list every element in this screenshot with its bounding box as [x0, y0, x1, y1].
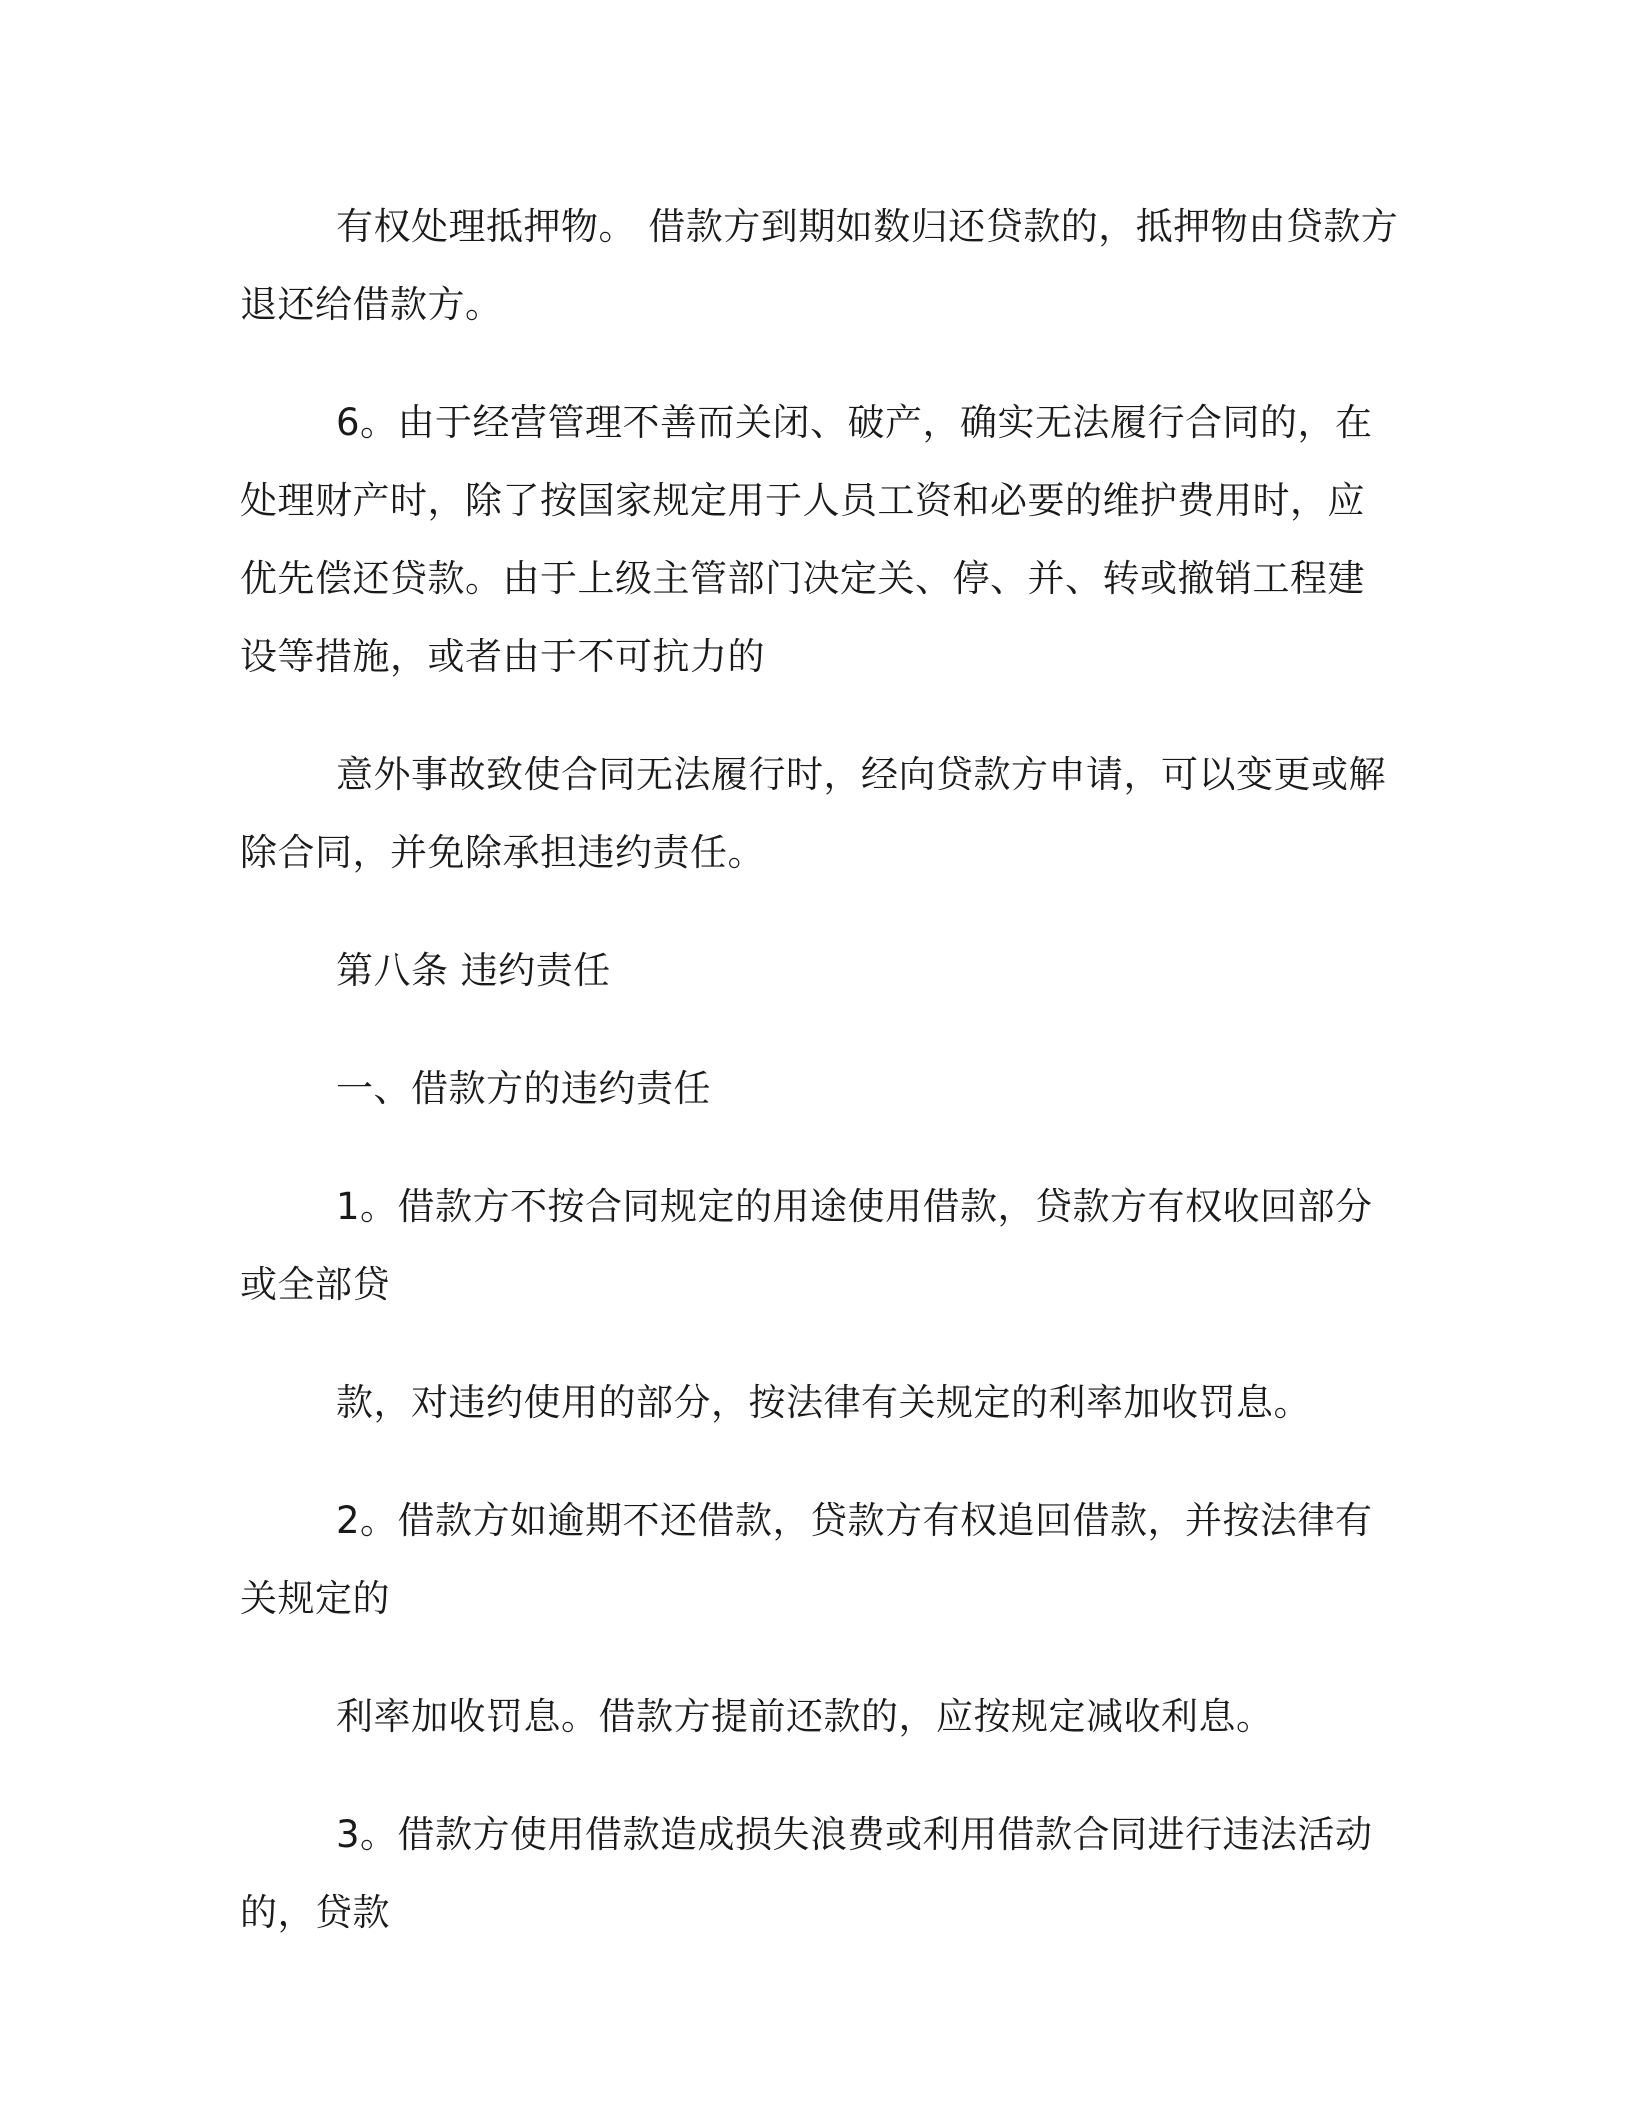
paragraph-line: 款，对违约使用的部分，按法律有关规定的利率加收罚息。 — [336, 1381, 1311, 1424]
paragraph-line: 关规定的 — [240, 1577, 390, 1620]
paragraph-line: 1。借款方不按合同规定的用途使用借款，贷款方有权收回部分 — [336, 1185, 1373, 1228]
paragraph-force-majeure — [240, 736, 1390, 892]
paragraph-line: 意外事故致使合同无法履行时，经向贷款方申请，可以变更或解 — [336, 753, 1386, 796]
paragraph-item-2-overdue — [240, 1482, 1390, 1638]
section-1-heading — [240, 1050, 1390, 1128]
paragraph-line: 2。借款方如逾期不还借款，贷款方有权追回借款，并按法律有 — [336, 1499, 1373, 1542]
paragraph-line: 利率加收罚息。借款方提前还款的，应按规定减收利息。 — [336, 1695, 1274, 1738]
paragraph-line: 3。借款方使用借款造成损失浪费或利用借款合同进行违法活动 — [336, 1813, 1373, 1856]
heading-line: 一、借款方的违约责任 — [336, 1067, 711, 1110]
paragraph-overdue-penalty — [240, 1678, 1390, 1756]
document-body — [240, 188, 1399, 1992]
paragraph-item-1-misuse — [240, 1168, 1390, 1324]
paragraph-line: 或全部贷 — [240, 1263, 390, 1306]
paragraph-item-6-bankruptcy — [240, 384, 1390, 696]
paragraph-collateral-return — [240, 188, 1399, 344]
paragraph-misuse-penalty — [240, 1364, 1390, 1442]
paragraph-line: 除合同，并免除承担违约责任。 — [240, 831, 765, 874]
paragraph-line: 的，贷款 — [240, 1891, 390, 1934]
paragraph-line: 优先偿还贷款。由于上级主管部门决定关、停、并、转或撤销工程建 — [240, 557, 1365, 600]
paragraph-line: 6。由于经营管理不善而关闭、破产，确实无法履行合同的，在 — [336, 401, 1373, 444]
paragraph-item-3-losses — [240, 1796, 1390, 1952]
paragraph-line: 设等措施，或者由于不可抗力的 — [240, 635, 765, 678]
heading-line: 第八条 违约责任 — [336, 949, 611, 992]
paragraph-line: 有权处理抵押物。 借款方到期如数归还贷款的，抵押物由贷款方 — [336, 205, 1399, 248]
article-8-heading — [240, 932, 1390, 1010]
paragraph-line: 处理财产时，除了按国家规定用于人员工资和必要的维护费用时，应 — [240, 479, 1365, 522]
paragraph-line: 退还给借款方。 — [240, 283, 503, 326]
